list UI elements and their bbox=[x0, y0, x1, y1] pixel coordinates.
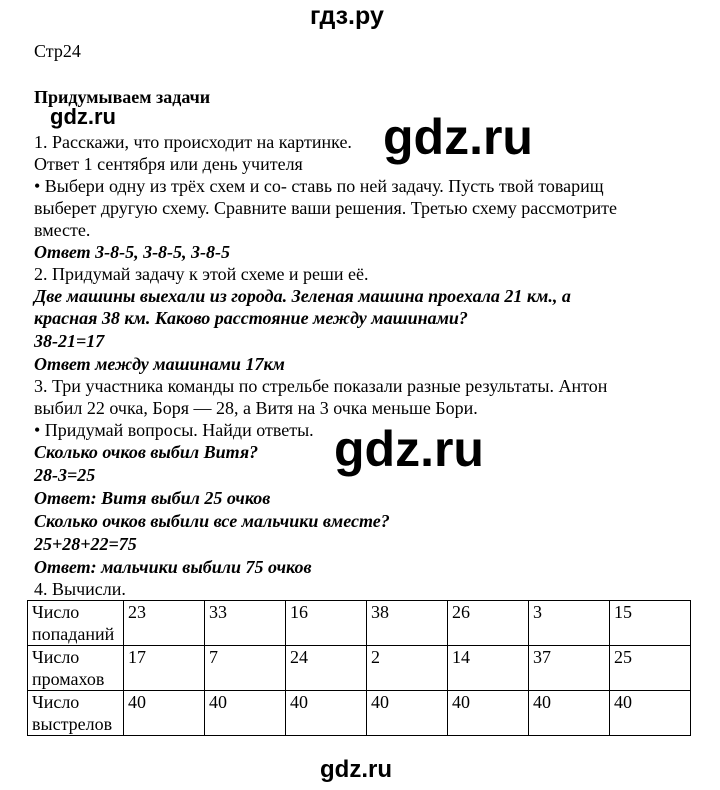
shooting-table bbox=[27, 600, 691, 736]
table-cell: 40 bbox=[286, 691, 367, 736]
task-3-q1-solution: 28-3=25 bbox=[34, 465, 96, 485]
table-row bbox=[28, 601, 691, 646]
table-cell: 17 bbox=[124, 646, 205, 691]
task-3-q2: Сколько очков выбили все мальчики вместе? bbox=[34, 511, 390, 531]
table-cell: 7 bbox=[205, 646, 286, 691]
row-header bbox=[28, 601, 124, 646]
table-cell: 40 bbox=[610, 691, 691, 736]
table-cell: 40 bbox=[448, 691, 529, 736]
row-header-line: промахов bbox=[32, 669, 105, 689]
task-1-answer: Ответ 1 сентября или день учителя bbox=[34, 154, 303, 174]
table-cell: 3 bbox=[529, 601, 610, 646]
task-3-q1: Сколько очков выбил Витя? bbox=[34, 442, 259, 462]
row-header-line: Число bbox=[32, 602, 80, 622]
task-3-q1-answer: Ответ: Витя выбил 25 очков bbox=[34, 488, 271, 508]
page-label: Стр24 bbox=[34, 41, 81, 61]
table-cell: 38 bbox=[367, 601, 448, 646]
table-cell: 15 bbox=[610, 601, 691, 646]
row-header bbox=[28, 691, 124, 736]
table-cell: 40 bbox=[205, 691, 286, 736]
task-1-instruction-1: • Выбери одну из трёх схем и со- ставь по ней задачу. Пусть твой товарищ bbox=[34, 176, 604, 196]
site-header: гдз.ру bbox=[310, 2, 384, 30]
task-2-problem-2: красная 38 км. Каково расстояние между машинами? bbox=[34, 308, 468, 328]
table-row bbox=[28, 691, 691, 736]
table-cell: 16 bbox=[286, 601, 367, 646]
table-cell: 2 bbox=[367, 646, 448, 691]
watermark-bottom: gdz.ru bbox=[320, 756, 392, 783]
table-cell: 40 bbox=[529, 691, 610, 736]
table-cell: 14 bbox=[448, 646, 529, 691]
row-header-line: попаданий bbox=[32, 624, 115, 644]
table-cell: 25 bbox=[610, 646, 691, 691]
task-1-instruction-3: вместе. bbox=[34, 220, 91, 240]
row-header-line: выстрелов bbox=[32, 714, 113, 734]
table-cell: 24 bbox=[286, 646, 367, 691]
task-2-answer: Ответ между машинами 17км bbox=[34, 354, 285, 374]
task-1-scheme-answer: Ответ 3-8-5, 3-8-5, 3-8-5 bbox=[34, 242, 231, 262]
task-1-instruction-2: выберет другую схему. Сравните ваши решения. Третью схему рассмотрите bbox=[34, 198, 617, 218]
table-cell: 40 bbox=[367, 691, 448, 736]
table-cell: 33 bbox=[205, 601, 286, 646]
row-header-line: Число bbox=[32, 692, 80, 712]
section-title: Придумываем задачи bbox=[34, 87, 211, 107]
watermark-large-middle: gdz.ru bbox=[334, 421, 484, 477]
table-row bbox=[28, 646, 691, 691]
table-cell: 23 bbox=[124, 601, 205, 646]
watermark-large-top: gdz.ru bbox=[383, 109, 533, 165]
task-3-question-1: 3. Три участника команды по стрельбе показали разные результаты. Антон bbox=[34, 376, 608, 396]
task-2-problem-1: Две машины выехали из города. Зеленая машина проехала 21 км., а bbox=[34, 286, 571, 306]
task-1-question: 1. Расскажи, что происходит на картинке. bbox=[34, 132, 352, 152]
task-2-solution: 38-21=17 bbox=[34, 331, 105, 351]
table-cell: 40 bbox=[124, 691, 205, 736]
table-cell: 37 bbox=[529, 646, 610, 691]
task-3-question-2: выбил 22 очка, Боря — 28, а Витя на 3 очка меньше Бори. bbox=[34, 398, 478, 418]
task-3-q2-solution: 25+28+22=75 bbox=[34, 534, 137, 554]
row-header bbox=[28, 646, 124, 691]
task-3-q2-answer: Ответ: мальчики выбили 75 очков bbox=[34, 557, 312, 577]
table-cell: 26 bbox=[448, 601, 529, 646]
row-header-line: Число bbox=[32, 647, 80, 667]
task-4-question: 4. Вычисли. bbox=[34, 579, 126, 599]
task-3-instruction: • Придумай вопросы. Найди ответы. bbox=[34, 420, 314, 440]
watermark-small-top: gdz.ru bbox=[50, 104, 116, 129]
task-2-question: 2. Придумай задачу к этой схеме и реши её. bbox=[34, 264, 369, 284]
